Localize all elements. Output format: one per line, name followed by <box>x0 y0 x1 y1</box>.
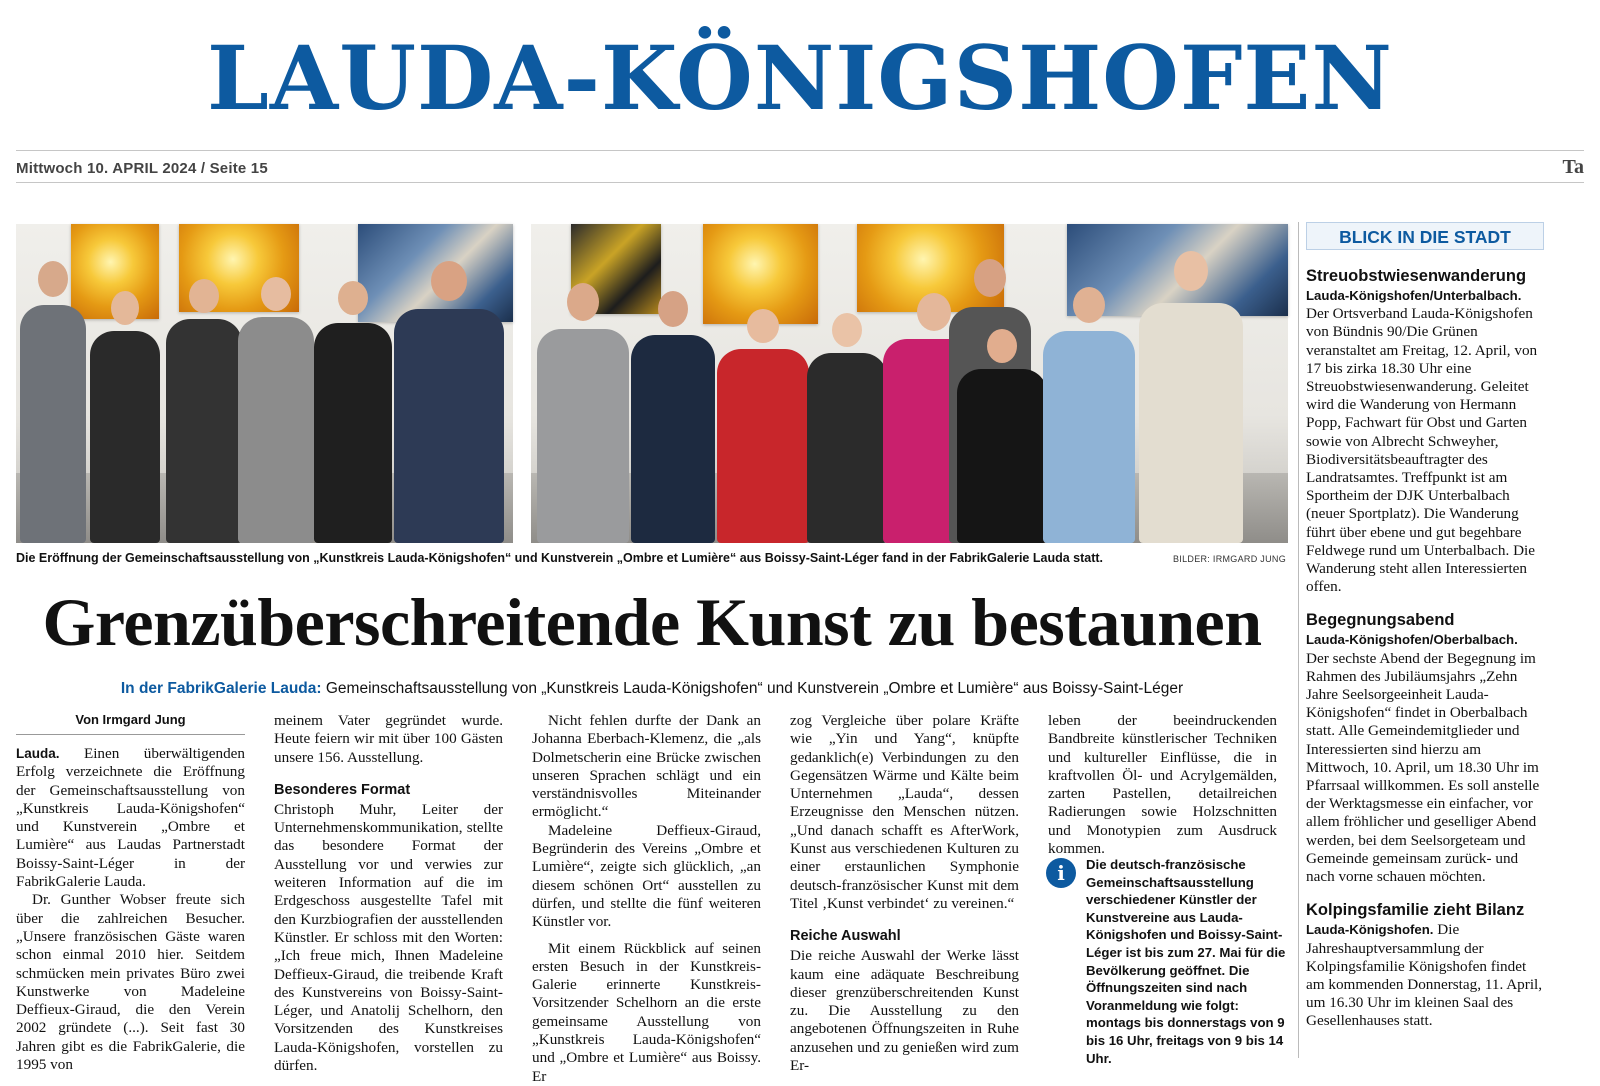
sidebar-item <box>1306 900 1544 1030</box>
sidebar-item <box>1306 610 1544 886</box>
subheading: Besonderes Format <box>274 781 411 798</box>
sidebar-item-title: Begegnungsabend <box>1306 611 1455 630</box>
sidebar-item-body: Der sechste Abend der Begegnung im Rahmen des Jubiläumsjahrs „Zehn Jahre Seelsorgeeinheit Lauda-Königshofen“ findet in Oberbalbach statt. Alle Gemeindemitglieder und Interessierten sind hierzu am Mittwoch, 10. April, um 18.30 Uhr im Pfarrsaal willkommen. Es soll anstelle der Werktagsmesse ein einfacher, vor allem fröhlicher und geselliger Abend werden, bei dem Seelsorgeteam und Gemeinde gemeinsam zurück- und nach vorne schauen möchten. <box>1306 649 1540 886</box>
person <box>20 243 86 543</box>
person <box>537 263 629 543</box>
person <box>1139 233 1243 543</box>
dateline-lead: Lauda. <box>16 746 60 761</box>
info-box <box>1046 848 1290 1066</box>
sidebar-item-body: Die Jahreshauptversammlung der Kolpingsfamilie Königshofen findet am kommenden Donnerstag, 11. April, um 16.30 Uhr im kleinen Saal des Gesellenhauses statt. <box>1306 921 1543 1030</box>
sidebar-blick-in-die-stadt <box>1298 222 1546 1058</box>
person <box>957 317 1047 543</box>
photo-left <box>16 224 513 543</box>
article-headline: Grenzüberschreitende Kunst zu bestaunen <box>42 584 1262 660</box>
person <box>631 273 715 543</box>
dateline-right: Ta <box>1562 156 1584 178</box>
author-byline: Von Irmgard Jung <box>16 712 245 735</box>
article-column-4 <box>790 712 1019 1075</box>
person <box>1043 271 1135 543</box>
person <box>166 263 242 543</box>
person <box>238 261 314 543</box>
article-column-1 <box>16 712 245 1074</box>
paragraph: Mit einem Rückblick auf seinen ersten Besuch in der Kunstkreis-Galerie erinnerte Kunstkreis-Vorsitzender Schelhorn an die erste gemeinsame Ausstellung von „Kunstkreis Lauda-Königshofen“ und „Ombre et Lumière“ aus Boissy. Er <box>532 939 761 1085</box>
article-column-2 <box>274 712 503 1075</box>
paragraph: zog Vergleiche über polare Kräfte wie „Yin und Yang“, knüpfte gedanklich(e) Verbindungen zu den Gegensätzen Wärme und Kälte beim Unternehmen „Lauda“, dessen Erzeugnisse den Menschen nützen. „Und danach schafft es AfterWork, Kunst aus verschiedenen Kulturen zu einer erstaunlichen Symphonie deutsch-französischer Kunst mit dem Titel ‚Kunst verbindet‘ zu vereinen.“ <box>790 712 1019 912</box>
person <box>90 273 160 543</box>
sidebar-item-location: Lauda-Königshofen/Unterbalbach. <box>1306 288 1522 303</box>
person <box>717 293 809 543</box>
masthead-title: LAUDA-KÖNIGSHOFEN <box>207 26 1393 130</box>
top-rule <box>16 150 1584 151</box>
sidebar-item <box>1306 266 1544 596</box>
sidebar-item-text <box>1306 921 1544 1030</box>
paragraph: Dr. Gunther Wobser freute sich über die zahlreichen Besucher. „Unsere französischen Gäste waren schon einmal 2010 hier. Seitdem schmücken mein privates Büro zwei Kunstwerke von Madeleine Deffieux-Giraud, die den Verein 2002 gründete (...). Seit fast 30 Jahren gibt es die FabrikGalerie, die 1995 von <box>16 891 245 1074</box>
paragraph: leben der beeindruckenden Bandbreite künstlerischer Techniken und kultureller Einflüsse, die in kraftvollen Öl- und Acrylgemälden, zarten Pastellen, detailreichen Radierungen sowie Holzschnitten und Monotypien zum Ausdruck kommen. <box>1048 712 1277 858</box>
info-text: Die deutsch-französische Gemeinschaftsausstellung verschiedener Künstler der Kunstvereine aus Lauda-Königshofen und Boissy-Saint-Léger ist bis zum 27. Mai für die Bevölkerung geöffnet. Die Öffnungszeiten sind nach Voranmeldung wie folgt: montags bis donnerstags von 9 bis 16 Uhr, freitags von 9 bis 14 Uhr. <box>1086 857 1286 1066</box>
article-column-3 <box>532 712 761 1085</box>
paragraph-text: Einen überwältigenden Erfolg verzeichnete die Eröffnung der Gemeinschaftsausstellung von „Kunstkreis Lauda-Königshofen“ und Kunstverein „Ombre et Lumière“ aus Laudas Partnerstadt Boissy-Saint-Léger in der FabrikGalerie Lauda. <box>16 745 245 891</box>
subheading: Reiche Auswahl <box>790 928 901 945</box>
info-icon: i <box>1046 858 1076 888</box>
sidebar-body <box>1306 266 1544 1045</box>
person <box>314 265 392 543</box>
paragraph: Christoph Muhr, Leiter der Unternehmenskommunikation, stellte das besondere Format der Ausstellung vor und verwies zur weiteren Information auf die im Erdgeschoss ausgestellte Tafel mit den Kurzbiografien der ausstellenden Künstler. Er schloss mit den Worten: „Ich freue mich, Ihnen Madeleine Deffieux-Giraud, die treibende Kraft des Kunstvereins von Boissy-Saint-Léger, und Anatolij Schelhorn, den Vorsitzenden des Kunstkreises Lauda-Königshofen, vorstellen zu dürfen. <box>274 800 503 1075</box>
dateline-rule <box>16 182 1584 183</box>
photo-credit: BILDER: IRMGARD JUNG <box>1172 554 1286 564</box>
sidebar-item-title: Streuobstwiesenwanderung <box>1306 267 1527 285</box>
paragraph: Nicht fehlen durfte der Dank an Johanna Eberbach-Klemenz, die „als Dolmetscherin eine Brücke zwischen unseren Sprachen schlägt und ein verständnisvolles Miteinander ermöglicht.“ <box>532 712 761 821</box>
photo-caption: Die Eröffnung der Gemeinschaftsausstellung von „Kunstkreis Lauda-Königshofen“ und Kunstverein „Ombre et Lumière“ aus Boissy-Saint-Léger fand in der FabrikGalerie Lauda statt. <box>16 551 1104 565</box>
sidebar-item-text <box>1306 287 1544 596</box>
sidebar-item-location: Lauda-Königshofen/Oberbalbach. <box>1306 632 1518 648</box>
person <box>394 243 504 543</box>
sidebar-item-location: Lauda-Königshofen. <box>1306 922 1434 938</box>
paragraph <box>16 745 245 891</box>
sidebar-item-title: Kolpingsfamilie zieht Bilanz <box>1306 901 1525 920</box>
subline-kicker: In der FabrikGalerie Lauda: <box>120 680 322 697</box>
article-subline <box>16 680 1288 698</box>
paragraph: Madeleine Deffieux-Giraud, Begründerin des Vereins „Ombre et Lumière“, zeigte sich glücklich, „an diesem schönen Ort“ ausstellen zu dürfen, und stellte die fünf weiteren Künstler vor. <box>532 821 761 931</box>
photo-right <box>531 224 1288 543</box>
sidebar-item-body: Der Ortsverband Lauda-Königshofen von Bündnis 90/Die Grünen veranstaltet am Freitag, 12. April, von 17 bis zirka 18.30 Uhr eine Streuobstwiesenwanderung. Geleitet wird die Wanderung von Hermann Popp, Fachwart für Obst und Garten sowie von Albrecht Schweyher, Biodiversitätsbeauftragter des Landratsamtes. Treffpunkt ist am Sportheim der DJK Unterbalbach (neuer Sportplatz). Die Wanderung führt über ebene und gut begehbare Feldwege rund um Unterbalbach. Die Wanderung steht allen Interessierten offen. <box>1306 305 1538 596</box>
subline-text: Gemeinschaftsausstellung von „Kunstkreis Lauda-Königshofen“ und Kunstverein „Ombre et Lumière“ aus Boissy-Saint-Léger <box>321 680 1184 697</box>
article-column-5 <box>1048 712 1277 858</box>
paragraph: Die reiche Auswahl der Werke lässt kaum eine adäquate Beschreibung dieser grenzüberschreitenden Kunst zu. Die Ausstellung zu den angebotenen Öffnungszeiten in Ruhe anzusehen und zu genießen wird zum Er- <box>790 947 1019 1075</box>
paragraph: meinem Vater gegründet wurde. Heute feiern wir mit über 100 Gästen unsere 156. Ausstellung. <box>274 712 503 766</box>
person <box>807 299 887 543</box>
dateline: Mittwoch 10. APRIL 2024 / Seite 15 <box>16 160 268 177</box>
sidebar-title: BLICK IN DIE STADT <box>1306 222 1544 250</box>
sidebar-item-text <box>1306 631 1544 886</box>
